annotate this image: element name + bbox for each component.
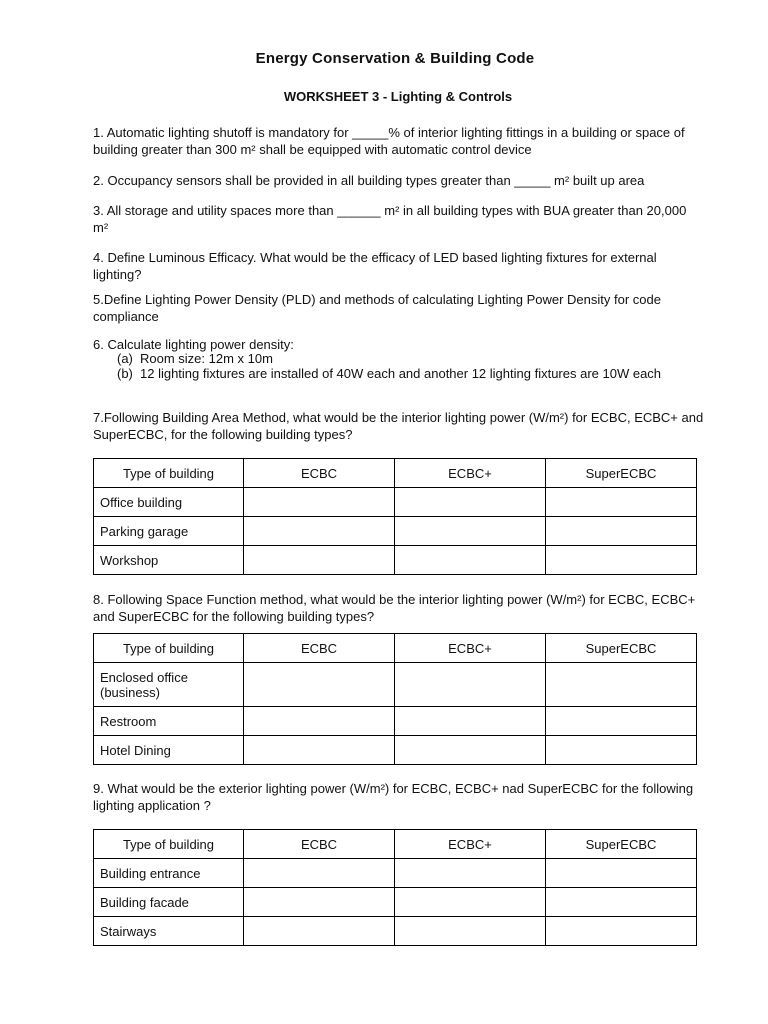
answer-cell[interactable] (395, 736, 546, 765)
answer-cell[interactable] (395, 859, 546, 888)
table-row (94, 917, 697, 946)
question-7: 7.Following Building Area Method, what would be the interior lighting power (W/m²) for ECBC, ECBC+ and SuperECBC, for the following building types? (93, 410, 704, 442)
answer-cell[interactable] (244, 736, 395, 765)
answer-cell[interactable] (546, 663, 697, 707)
question-9: 9. What would be the exterior lighting power (W/m²) for ECBC, ECBC+ nad SuperECBC for the following lighting application ? (93, 781, 694, 813)
header-ecbc: ECBC (244, 459, 395, 488)
question-6: 6. Calculate lighting power density: (93, 337, 294, 352)
answer-cell[interactable] (395, 546, 546, 575)
answer-cell[interactable] (395, 888, 546, 917)
row-label: Restroom (94, 707, 244, 736)
table-row (94, 859, 697, 888)
row-label: Stairways (94, 917, 244, 946)
header-type: Type of building (94, 634, 244, 663)
answer-cell[interactable] (395, 663, 546, 707)
row-label: Building entrance (94, 859, 244, 888)
header-super-ecbc: SuperECBC (546, 830, 697, 859)
answer-cell[interactable] (395, 917, 546, 946)
answer-cell[interactable] (244, 888, 395, 917)
table-header-row (94, 459, 697, 488)
answer-cell[interactable] (244, 859, 395, 888)
answer-cell[interactable] (546, 736, 697, 765)
row-label: Enclosed office (business) (94, 663, 244, 707)
table-exterior-lighting (93, 829, 697, 946)
answer-cell[interactable] (244, 917, 395, 946)
item-label: (b) (117, 366, 133, 381)
header-ecbc: ECBC (244, 634, 395, 663)
row-label: Parking garage (94, 517, 244, 546)
answer-cell[interactable] (244, 546, 395, 575)
answer-cell[interactable] (546, 517, 697, 546)
table-row (94, 488, 697, 517)
table-row (94, 663, 697, 707)
answer-cell[interactable] (244, 663, 395, 707)
question-6-item-b (117, 366, 697, 382)
row-label: Office building (94, 488, 244, 517)
answer-cell[interactable] (546, 859, 697, 888)
question-6-item-a (117, 351, 697, 367)
table-building-area-method (93, 458, 697, 575)
table-header-row (94, 830, 697, 859)
item-label: (a) (117, 351, 133, 366)
row-label: Building facade (94, 888, 244, 917)
header-ecbc: ECBC (244, 830, 395, 859)
answer-cell[interactable] (546, 546, 697, 575)
table-row (94, 707, 697, 736)
answer-cell[interactable] (244, 707, 395, 736)
question-4: 4. Define Luminous Efficacy. What would be the efficacy of LED based lighting fixtures for external lighting? (93, 250, 657, 282)
answer-cell[interactable] (244, 488, 395, 517)
question-1: 1. Automatic lighting shutoff is mandatory for _____% of interior lighting fittings in a building or space of building greater than 300 m² shall be equipped with automatic control device (93, 125, 685, 157)
header-ecbc-plus: ECBC+ (395, 830, 546, 859)
answer-cell[interactable] (546, 488, 697, 517)
table-row (94, 736, 697, 765)
item-text: 12 lighting fixtures are installed of 40W each and another 12 lighting fixtures are 10W each (140, 366, 662, 381)
answer-cell[interactable] (395, 707, 546, 736)
row-label: Hotel Dining (94, 736, 244, 765)
worksheet-subtitle: WORKSHEET 3 - Lighting & Controls (283, 89, 513, 104)
answer-cell[interactable] (395, 517, 546, 546)
question-3: 3. All storage and utility spaces more than ______ m² in all building types with BUA greater than 20,000 m² (93, 203, 687, 235)
header-ecbc-plus: ECBC+ (395, 634, 546, 663)
question-8: 8. Following Space Function method, what would be the interior lighting power (W/m²) for ECBC, ECBC+ and SuperECBC for the following building types? (93, 592, 696, 624)
table-row (94, 888, 697, 917)
header-type: Type of building (94, 459, 244, 488)
table-row (94, 546, 697, 575)
answer-cell[interactable] (546, 707, 697, 736)
item-text: Room size: 12m x 10m (140, 351, 273, 366)
question-2: 2. Occupancy sensors shall be provided in all building types greater than _____ m² built up area (93, 173, 645, 188)
header-type: Type of building (94, 830, 244, 859)
answer-cell[interactable] (546, 888, 697, 917)
table-space-function-method (93, 633, 697, 765)
table-header-row (94, 634, 697, 663)
header-super-ecbc: SuperECBC (546, 634, 697, 663)
table-row (94, 517, 697, 546)
answer-cell[interactable] (244, 517, 395, 546)
answer-cell[interactable] (546, 917, 697, 946)
question-5: 5.Define Lighting Power Density (PLD) and methods of calculating Lighting Power Density for code compliance (93, 292, 661, 324)
row-label: Workshop (94, 546, 244, 575)
header-super-ecbc: SuperECBC (546, 459, 697, 488)
answer-cell[interactable] (395, 488, 546, 517)
header-ecbc-plus: ECBC+ (395, 459, 546, 488)
page-title: Energy Conservation & Building Code (255, 50, 535, 67)
